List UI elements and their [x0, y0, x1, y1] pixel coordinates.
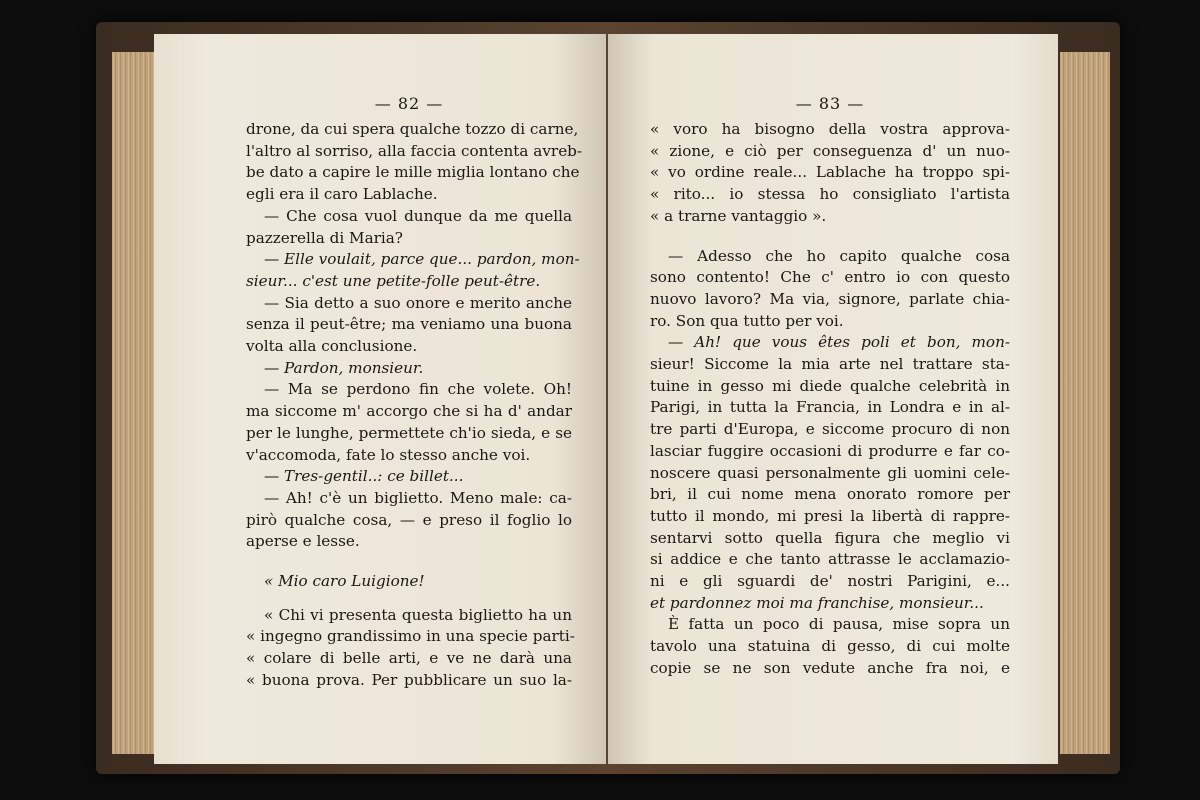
text-line: « voro ha bisogno della vostra approva-	[650, 120, 1010, 138]
book	[96, 22, 1120, 774]
text-line: — Pardon, monsieur.	[264, 358, 424, 377]
text-line: « a trarne vantaggio ».	[650, 206, 827, 225]
right-page-edge	[1060, 52, 1110, 754]
text-line: be dato a capire le mille miglia lontano che	[246, 163, 580, 182]
text-line: tutto il mondo, mi presi la libertà di rappre-	[650, 506, 1010, 525]
text-line: « rito... io stessa ho consigliato l'artista	[650, 185, 1010, 204]
text-line: drone, da cui spera qualche tozzo di carne,	[246, 120, 579, 138]
text-line: — Elle voulait, parce que... pardon, mon-	[264, 250, 580, 269]
text-line: ni e gli sguardi de' nostri Parigini, e...	[650, 572, 1010, 591]
text-line: egli era il caro Lablache.	[246, 185, 438, 204]
text-line: — Adesso che ho capito qualche cosa	[668, 246, 1010, 265]
left-page-edge	[112, 52, 158, 754]
text-line: — Sia detto a suo onore e merito anche	[264, 293, 572, 312]
letter-salutation: « Mio caro Luigione!	[264, 572, 425, 591]
text-line: et pardonnez moi ma franchise, monsieur...	[650, 593, 984, 612]
text-line: noscere quasi personalmente gli uomini cele-	[650, 463, 1010, 482]
text-line: — Tres-gentil..: ce billet...	[264, 467, 464, 486]
text-line: ro. Son qua tutto per voi.	[650, 311, 844, 330]
text-line: « buona prova. Per pubblicare un suo la-	[246, 670, 572, 689]
text-line: si addice e che tanto attrasse le acclamazio-	[650, 550, 1010, 569]
spacer	[246, 553, 572, 571]
text-line: « colare di belle arti, e ve ne darà una	[246, 649, 572, 668]
text-line: sentarvi sotto quella figura che meglio vi	[650, 528, 1010, 547]
text-line: volta alla conclusione.	[246, 337, 418, 356]
left-page	[154, 34, 606, 764]
text-line: pazzerella di Maria?	[246, 228, 403, 247]
spacer	[650, 228, 1010, 246]
text-line: pirò qualche cosa, — e preso il foglio lo	[246, 510, 572, 529]
text-line: tuine in gesso mi diede qualche celebrità in	[650, 376, 1010, 395]
page-number-right: — 83 —	[795, 94, 865, 113]
text-line: v'accomoda, fate lo stesso anche voi.	[246, 445, 531, 464]
text-line: sono contento! Che c' entro io con questo	[650, 268, 1010, 287]
right-page	[608, 34, 1058, 764]
text-line: aperse e lesse.	[246, 532, 360, 551]
text-line: « vo ordine reale... Lablache ha troppo spi-	[650, 163, 1010, 182]
spacer	[246, 593, 572, 605]
text-line: sieur! Siccome la mia arte nel trattare sta-	[650, 355, 1010, 374]
text-line: per le lunghe, permettete ch'io sieda, e se	[246, 423, 572, 442]
text-line: — Ah! c'è un biglietto. Meno male: ca-	[264, 488, 572, 507]
text-line: — Ma se perdono fin che volete. Oh!	[264, 380, 572, 399]
text-line: sieur... c'est une petite-folle peut-être.	[246, 271, 541, 290]
text-line: nuovo lavoro? Ma via, signore, parlate chia-	[650, 289, 1010, 308]
text-line: « ingegno grandissimo in una specie parti-	[246, 627, 575, 646]
text-line: « zione, e ciò per conseguenza d' un nuo-	[650, 141, 1010, 160]
text-line: ma siccome m' accorgo che si ha d' andar	[246, 402, 572, 421]
text-line: lasciar fuggire occasioni di produrre e far co-	[650, 441, 1010, 460]
text-line: — Ah! que vous êtes poli et bon, mon-	[668, 333, 1010, 352]
text-line: senza il peut-être; ma veniamo una buona	[246, 315, 572, 334]
text-line: copie se ne son vedute anche fra noi, e	[650, 658, 1010, 677]
text-line: — Che cosa vuol dunque da me quella	[264, 206, 572, 225]
text-line: l'altro al sorriso, alla faccia contenta avreb-	[246, 141, 583, 160]
text-line: « Chi vi presenta questa biglietto ha un	[264, 605, 572, 624]
text-line: Parigi, in tutta la Francia, in Londra e in al-	[650, 398, 1010, 417]
text-line: tavolo una statuina di gesso, di cui molte	[650, 637, 1010, 656]
text-line: tre parti d'Europa, e siccome procuro di non	[650, 420, 1010, 439]
text-line: È fatta un poco di pausa, mise sopra un	[668, 615, 1010, 634]
page-number-left: — 82 —	[374, 94, 444, 113]
text-line: bri, il cui nome mena onorato romore per	[650, 485, 1010, 504]
